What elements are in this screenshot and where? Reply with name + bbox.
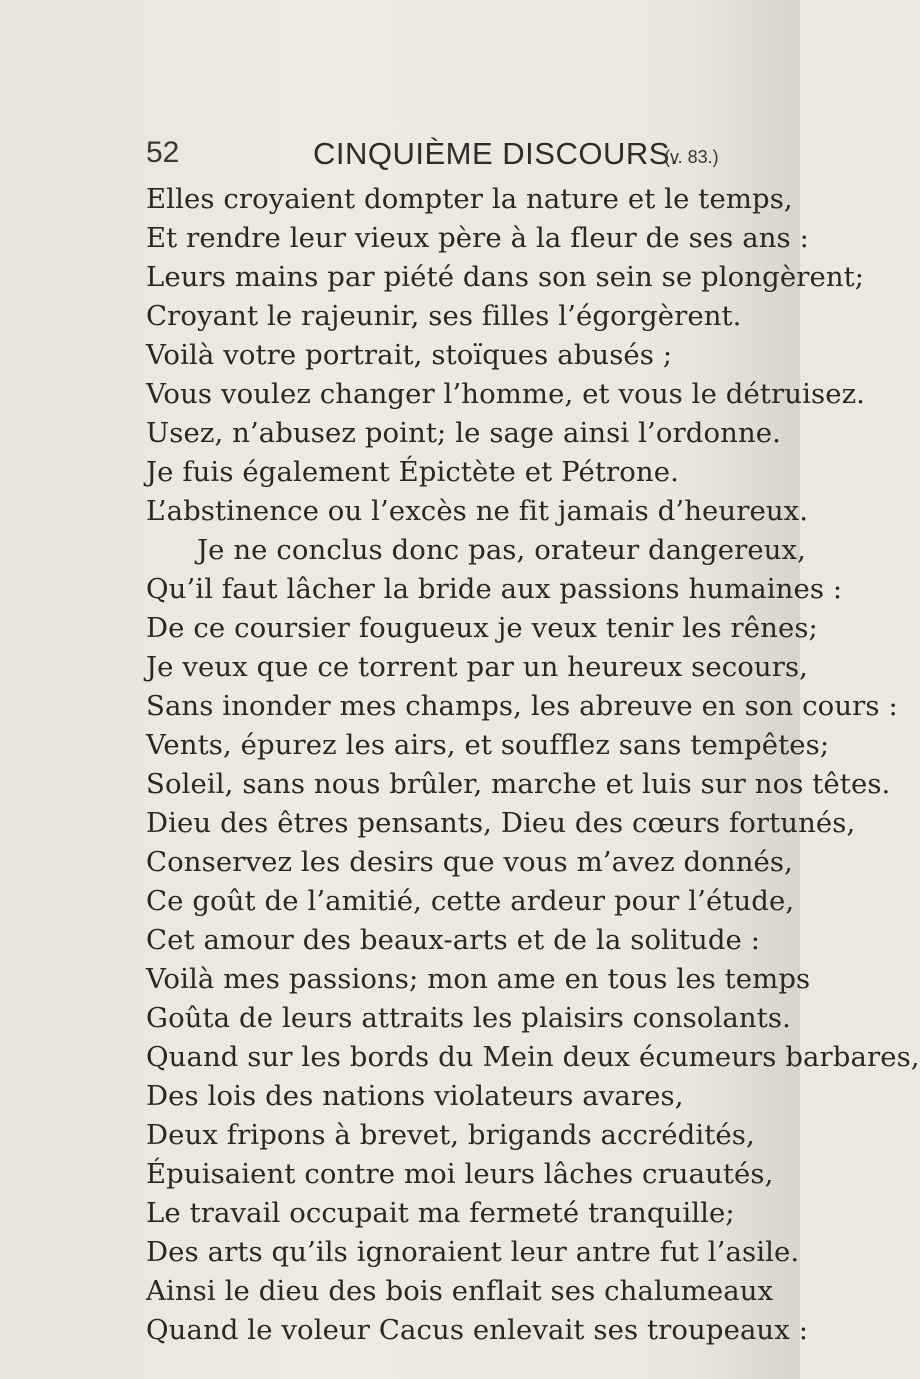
poem-line: De ce coursier fougueux je veux tenir les rênes; [146,612,818,644]
poem-line: Quand le voleur Cacus enlevait ses troupeaux : [146,1314,809,1346]
poem-line: Vents, épurez les airs, et soufflez sans tempêtes; [146,729,830,761]
poem-line: Soleil, sans nous brûler, marche et luis sur nos têtes. [146,768,891,800]
poem-line: Des arts qu’ils ignoraient leur antre fut l’asile. [146,1236,800,1268]
poem-line: Croyant le rajeunir, ses filles l’égorgèrent. [146,300,742,332]
poem-line: Je ne conclus donc pas, orateur dangereux, [197,534,806,566]
poem-line: Voilà votre portrait, stoïques abusés ; [146,339,673,371]
poem-line: Sans inonder mes champs, les abreuve en son cours : [146,690,898,722]
poem-line: Dieu des êtres pensants, Dieu des cœurs fortunés, [146,807,856,839]
poem-line: Quand sur les bords du Mein deux écumeurs barbares, [146,1041,920,1073]
poem-line: Deux fripons à brevet, brigands accrédités, [146,1119,755,1151]
poem-line: Je veux que ce torrent par un heureux secours, [146,651,809,683]
poem-line: Ainsi le dieu des bois enflait ses chalumeaux [146,1275,774,1307]
poem-line: Leurs mains par piété dans son sein se plongèrent; [146,261,865,293]
page-header [146,136,776,186]
poem-line: Et rendre leur vieux père à la fleur de ses ans : [146,222,809,254]
poem-line: Elles croyaient dompter la nature et le temps, [146,183,793,215]
page-number: 52 [146,136,180,169]
poem-line: Vous voulez changer l’homme, et vous le détruisez. [146,378,865,410]
poem-line: Des lois des nations violateurs avares, [146,1080,684,1112]
verse-reference: (v. 83.) [664,147,719,167]
poem-text [146,180,920,1350]
poem-line: Usez, n’abusez point; le sage ainsi l’ordonne. [146,417,781,449]
poem-line: Je fuis également Épictète et Pétrone. [146,456,679,488]
poem-line: Voilà mes passions; mon ame en tous les temps [146,963,811,995]
poem-line: Épuisaient contre moi leurs lâches cruautés, [146,1158,774,1190]
poem-line: Le travail occupait ma fermeté tranquille; [146,1197,735,1229]
poem-line: L’abstinence ou l’excès ne fit jamais d’heureux. [146,495,809,527]
poem-line: Qu’il faut lâcher la bride aux passions humaines : [146,573,843,605]
poem-line: Goûta de leurs attraits les plaisirs consolants. [146,1002,791,1034]
running-title: CINQUIÈME DISCOURS. [313,136,680,171]
poem-line: Cet amour des beaux-arts et de la solitude : [146,924,761,956]
poem-line: Ce goût de l’amitié, cette ardeur pour l’étude, [146,885,795,917]
poem-line: Conservez les desirs que vous m’avez donnés, [146,846,793,878]
